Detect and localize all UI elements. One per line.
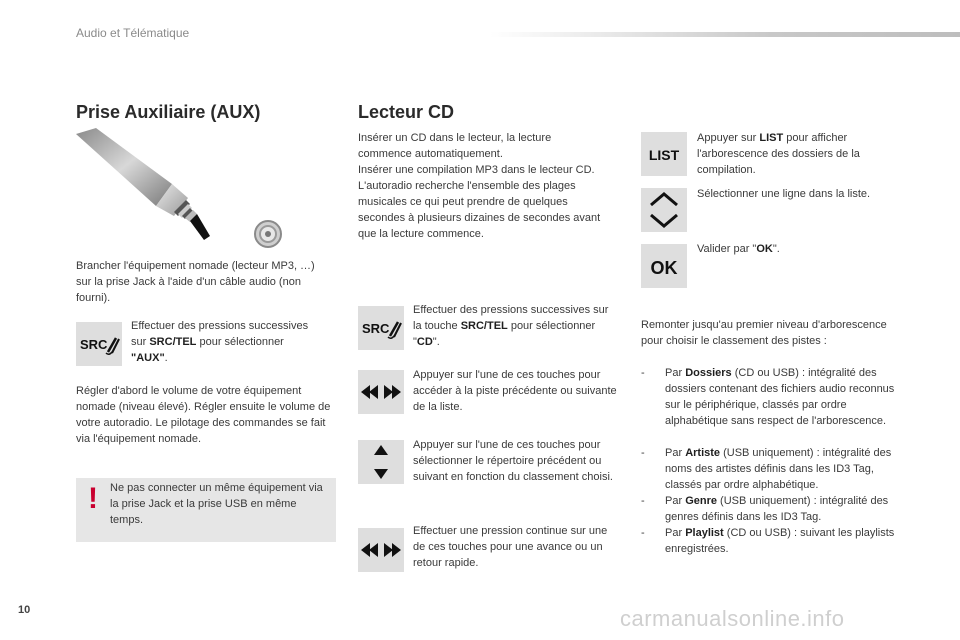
warning-text: Ne pas connecter un même équipement via la prise Jack et la prise USB en même temps.	[110, 482, 323, 526]
cd-src-instruction: Effectuer des pressions successives sur la touche SRC/TEL pour sélectionner "CD".	[413, 304, 609, 348]
cd-intro-line-1: Insérer un CD dans le lecteur, la lecture commence automatiquement.	[358, 132, 552, 160]
root-level-text: Remonter jusqu'au premier niveau d'arborescence pour choisir le classement des pistes :	[641, 319, 887, 347]
cd-intro	[358, 130, 604, 242]
aux-volume-text: Régler d'abord le volume de votre équipement nomade (niveau élevé). Régler ensuite le volume de votre autoradio. Le pilotage des commandes se fait via l'équipement nomade.	[76, 385, 331, 445]
aux-connect-text: Brancher l'équipement nomade (lecteur MP3, …) sur la prise Jack à l'aide d'un câble audio (non fourni).	[76, 260, 315, 304]
arrow-down-icon	[374, 469, 388, 479]
select-line-text: Sélectionner une ligne dans la liste.	[697, 188, 871, 200]
src-tel-button-cd	[358, 306, 404, 350]
aux-heading: Prise Auxiliaire (AUX)	[76, 102, 261, 122]
list-button-label: LIST	[648, 147, 680, 163]
arrow-up-icon	[374, 445, 388, 455]
src-button-label: SRC	[80, 337, 108, 352]
next-track-icon	[384, 385, 401, 399]
src-tel-button	[76, 322, 122, 366]
cd-folder-text: Appuyer sur l'une de ces touches pour sélectionner le répertoire précédent ou suivant en fonction du classement choisi.	[413, 439, 613, 483]
running-header: Audio et Télématique	[76, 26, 190, 40]
cd-fast-text: Effectuer une pression continue sur une de ces touches pour une avance ou un retour rapide.	[413, 525, 608, 569]
page-number: 10	[18, 604, 31, 616]
cd-intro-line-2: Insérer une compilation MP3 dans le lecteur CD.	[358, 164, 595, 176]
cd-intro-line-3: L'autoradio recherche l'ensemble des plages musicales ce qui peut prendre de quelques secondes à plusieurs dizaines de secondes avant que la lecture commence.	[358, 180, 601, 240]
chevron-up-icon	[651, 194, 677, 205]
list-button	[641, 132, 687, 176]
header-rule	[490, 32, 960, 37]
aux-src-instruction: Effectuer des pressions successives sur SRC/TEL pour sélectionner "AUX".	[131, 320, 309, 364]
cd-heading: Lecteur CD	[358, 102, 455, 122]
list-instruction: Appuyer sur LIST pour afficher l'arborescence des dossiers de la compilation.	[697, 132, 860, 176]
ok-button-label: OK	[650, 258, 678, 278]
fast-seek-buttons	[358, 528, 404, 572]
src-button-label-cd: SRC	[362, 321, 390, 336]
chevron-down-icon	[651, 215, 677, 226]
rewind-icon	[361, 543, 378, 557]
up-down-select-buttons	[641, 188, 687, 232]
previous-track-icon	[361, 385, 378, 399]
ok-instruction: Valider par "OK".	[697, 243, 780, 255]
cd-track-text: Appuyer sur l'une de ces touches pour accéder à la piste précédente ou suivante de la liste.	[413, 369, 617, 413]
up-down-folder-buttons	[358, 440, 404, 484]
prev-next-track-buttons	[358, 370, 404, 414]
warning-icon: !	[88, 482, 98, 515]
jack-cable-illustration	[76, 128, 288, 252]
ok-button	[641, 244, 687, 288]
watermark: carmanualsonline.info	[620, 606, 845, 631]
fast-forward-icon	[384, 543, 401, 557]
